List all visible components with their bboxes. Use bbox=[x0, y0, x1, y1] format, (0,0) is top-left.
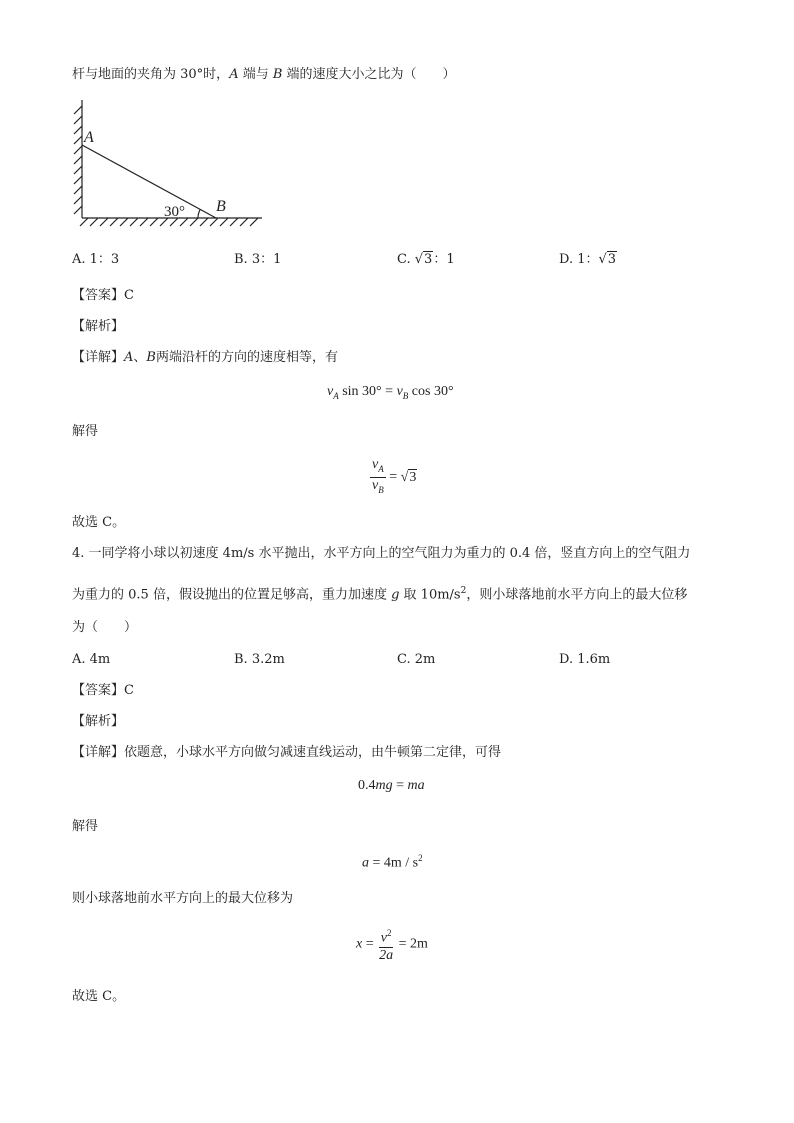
eq-cos: cos 30° bbox=[408, 384, 454, 399]
q4-option-c: C. 2m bbox=[397, 652, 436, 667]
q4-stem-g: g bbox=[391, 587, 400, 603]
eq-ma: ma bbox=[407, 778, 425, 793]
label-b: B bbox=[216, 198, 226, 215]
eq-value: = 4m / s bbox=[369, 855, 419, 871]
q4-detail bbox=[72, 744, 501, 762]
eq-v: v bbox=[396, 384, 403, 399]
q3-option-c-radicand: 3 bbox=[424, 252, 433, 267]
eq-sub-a: A bbox=[333, 390, 339, 401]
eq-sin: sin 30° = bbox=[338, 384, 397, 399]
q4-stem-line-3: 为（ ） bbox=[72, 620, 138, 635]
q4-analysis-heading: 【解析】 bbox=[72, 714, 125, 729]
q3-option-c-suffix: ：1 bbox=[433, 252, 455, 267]
q3-stem bbox=[72, 66, 456, 84]
rod-line bbox=[82, 145, 216, 218]
q4-stem-unit: 取 10m/s bbox=[399, 587, 461, 603]
q4-option-b: B. 3.2m bbox=[234, 652, 285, 667]
angle-label: 30° bbox=[164, 204, 185, 220]
wall-hatching bbox=[74, 106, 82, 214]
q3-option-d bbox=[559, 251, 617, 269]
q3-analysis-heading: 【解析】 bbox=[72, 319, 125, 334]
q4-stem-rest: ，则小球落地前水平方向上的最大位移 bbox=[466, 587, 688, 603]
q3-stem-a: A bbox=[229, 67, 239, 82]
q4-option-d: D. 1.6m bbox=[559, 652, 611, 667]
q3-answer: 【答案】C bbox=[72, 288, 134, 303]
q3-stem-end: 端的速度大小之比为（ ） bbox=[282, 67, 456, 82]
q4-detail-text: 依题意，小球水平方向做匀减速直线运动，由牛顿第二定律，可得 bbox=[124, 745, 502, 760]
q4-solve-label: 解得 bbox=[72, 819, 99, 834]
q3-stem-text: 杆与地面的夹角为 30°时， bbox=[72, 67, 230, 82]
q4-stem-line-2 bbox=[72, 582, 687, 604]
q3-detail-a: A bbox=[124, 350, 134, 365]
q4-stem-sup: 2 bbox=[460, 586, 467, 596]
q3-detail bbox=[72, 349, 338, 367]
fraction-numerator: $v_A$ bbox=[370, 457, 386, 478]
displacement-fraction bbox=[377, 925, 395, 964]
q3-stem-mid: 端与 bbox=[238, 67, 273, 82]
q3-option-a: A. 1：3 bbox=[72, 252, 120, 267]
sqrt-symbol: √3 bbox=[400, 469, 417, 485]
fraction-denominator: 2a bbox=[379, 947, 394, 963]
eq-equals: = bbox=[385, 469, 401, 485]
q3-equation-velocity bbox=[327, 384, 454, 401]
q3-option-d-prefix: D. 1： bbox=[559, 252, 599, 267]
q3-detail-tag: 【详解】 bbox=[72, 350, 125, 365]
q3-option-b: B. 3：1 bbox=[234, 252, 282, 267]
eq-x: x bbox=[356, 936, 363, 952]
q4-max-displacement-text: 则小球落地前水平方向上的最大位移为 bbox=[72, 891, 294, 906]
q3-detail-text: 两端沿杆的方向的速度相等，有 bbox=[155, 350, 338, 365]
q4-option-a: A. 4m bbox=[72, 652, 111, 667]
sqrt-symbol: √3 bbox=[598, 252, 617, 267]
ratio-radicand: 3 bbox=[409, 469, 417, 485]
q4-stem-text: 为重力的 0.5 倍，假设抛出的位置足够高，重力加速度 bbox=[72, 587, 392, 603]
eq-result: = 2m bbox=[395, 936, 428, 952]
q3-equation-ratio bbox=[370, 457, 417, 498]
fraction-numerator: $v^2$ bbox=[379, 925, 394, 948]
ratio-fraction bbox=[370, 457, 386, 498]
q3-option-d-radicand: 3 bbox=[607, 252, 617, 267]
q4-conclusion: 故选 C。 bbox=[72, 989, 126, 1004]
q4-equation-displacement bbox=[356, 925, 428, 964]
q4-answer: 【答案】C bbox=[72, 683, 134, 698]
fraction-denominator: $v_B$ bbox=[372, 477, 384, 495]
q3-stem-b: B bbox=[272, 67, 283, 82]
eq-equals: = bbox=[362, 936, 378, 952]
q4-equation-acceleration bbox=[362, 853, 423, 872]
q3-option-c-prefix: C. bbox=[397, 252, 415, 267]
sqrt-symbol: √3 bbox=[414, 252, 433, 267]
eq-sub-b: B bbox=[402, 390, 409, 401]
angle-arc bbox=[198, 209, 200, 218]
eq-coef: 0.4 bbox=[358, 778, 376, 793]
eq-v: v bbox=[327, 384, 334, 399]
q3-solve-label: 解得 bbox=[72, 424, 99, 439]
ladder-diagram bbox=[72, 100, 272, 230]
q4-detail-tag: 【详解】 bbox=[72, 745, 125, 760]
label-a: A bbox=[84, 129, 94, 146]
q4-equation-newton bbox=[358, 778, 425, 794]
q3-detail-b: B bbox=[146, 350, 156, 365]
q3-conclusion: 故选 C。 bbox=[72, 515, 126, 530]
eq-a: a bbox=[362, 855, 369, 871]
q4-stem-line-1: 4. 一同学将小球以初速度 4m/s 水平抛出，水平方向上的空气阻力为重力的 0.4 倍，竖直方向上的空气阻力 bbox=[72, 546, 691, 561]
q3-detail-sep: 、 bbox=[133, 350, 147, 365]
q3-option-c bbox=[397, 251, 455, 269]
eq-mg: mg bbox=[375, 778, 393, 793]
eq-equals: = bbox=[392, 778, 408, 793]
eq-sup: 2 bbox=[418, 853, 423, 863]
